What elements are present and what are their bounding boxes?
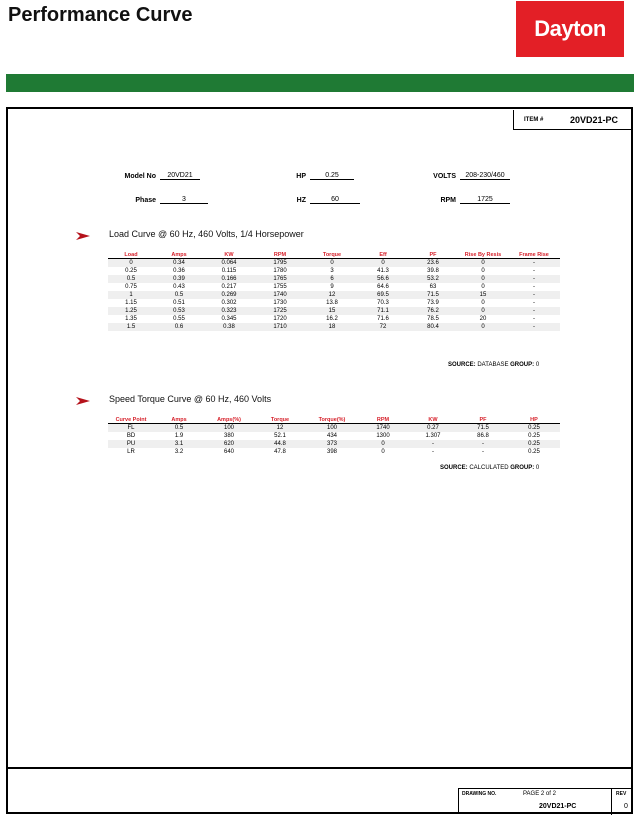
table-cell: 0.25 xyxy=(508,440,560,448)
table-cell: 1730 xyxy=(273,300,287,306)
table-header: Torque xyxy=(306,240,358,259)
table-cell: 63 xyxy=(429,284,437,290)
table-header: HP xyxy=(508,405,560,424)
page-title: Performance Curve xyxy=(8,4,193,26)
table-cell: 0 xyxy=(458,259,508,268)
table-cell: 1.9 xyxy=(174,433,184,439)
table-cell: 73.9 xyxy=(427,300,439,306)
table-cell: 0 xyxy=(458,307,508,315)
rev-value: 0 xyxy=(624,803,628,810)
rpm-field xyxy=(410,196,510,204)
table-cell: 380 xyxy=(223,433,234,439)
table-cell: 0 xyxy=(481,300,485,306)
table-cell: 44.8 xyxy=(254,440,306,448)
table-cell: 9 xyxy=(330,284,334,290)
table-cell: - xyxy=(508,275,560,283)
table-cell: 71.6 xyxy=(377,316,389,322)
model-label: Model No xyxy=(124,173,156,180)
item-box xyxy=(513,110,632,130)
table-cell: 71.5 xyxy=(458,424,508,433)
table-row xyxy=(108,267,560,275)
load-curve-title: Load Curve @ 60 Hz, 460 Volts, 1/4 Horsepower xyxy=(109,229,304,239)
table-row xyxy=(108,440,560,448)
table-header: RPM xyxy=(358,405,408,424)
table-header: Frame Rise xyxy=(508,240,560,259)
table-cell: 70.3 xyxy=(377,300,389,306)
hp-field xyxy=(270,172,354,180)
table-row xyxy=(108,291,560,299)
drawing-value: 20VD21-PC xyxy=(539,803,577,810)
table-cell: 72 xyxy=(358,323,408,331)
table-cell: 0.345 xyxy=(221,316,237,322)
page-indicator: PAGE 2 of 2 xyxy=(523,791,556,797)
table-cell: 1.25 xyxy=(108,307,154,315)
table-cell: 0.5 xyxy=(108,275,154,283)
table-cell: 0.25 xyxy=(508,424,560,433)
table-cell: - xyxy=(408,440,458,448)
table-cell: 0.166 xyxy=(204,275,254,283)
table-header: RPM xyxy=(254,240,306,259)
table-header: Amps(%) xyxy=(204,405,254,424)
table-cell: 100 xyxy=(204,424,254,433)
table-cell: 640 xyxy=(223,449,234,455)
green-divider-bar xyxy=(6,74,634,92)
logo-text: Dayton xyxy=(534,16,606,41)
table-cell: 86.8 xyxy=(477,433,489,439)
item-label: ITEM # xyxy=(524,116,544,123)
rev-divider xyxy=(611,789,612,815)
table-cell: 1.35 xyxy=(125,316,137,322)
source-label: SOURCE: xyxy=(448,362,476,368)
model-field xyxy=(104,172,200,180)
table-cell: 20 xyxy=(479,316,487,322)
table-cell: 0.38 xyxy=(204,323,254,331)
phase-value: 3 xyxy=(160,196,208,204)
table-cell: 100 xyxy=(306,424,358,433)
table-cell: 1710 xyxy=(254,323,306,331)
table-cell: 0.27 xyxy=(408,424,458,433)
rpm-value: 1725 xyxy=(460,196,510,204)
hz-value: 60 xyxy=(310,196,360,204)
table-cell: - xyxy=(508,259,560,268)
table-cell: 1780 xyxy=(273,268,287,274)
table-row xyxy=(108,432,560,440)
table-cell: 0.217 xyxy=(221,284,237,290)
table-cell: 18 xyxy=(306,323,358,331)
table-cell: 0.25 xyxy=(125,268,137,274)
hp-label: HP xyxy=(296,173,306,180)
st-table-header-row xyxy=(108,405,560,424)
table-cell: 0 xyxy=(358,440,408,448)
table-cell: 1755 xyxy=(273,284,287,290)
table-cell: 434 xyxy=(326,433,337,439)
st-source-line xyxy=(440,465,539,471)
table-header: Amps xyxy=(154,405,204,424)
table-cell: 1.15 xyxy=(125,300,137,306)
table-cell: - xyxy=(508,291,560,299)
table-cell: - xyxy=(482,449,484,455)
table-cell: 12 xyxy=(306,291,358,299)
table-cell: - xyxy=(508,323,560,331)
table-row xyxy=(108,299,560,307)
table-cell: 0.55 xyxy=(173,316,185,322)
table-cell: 0.269 xyxy=(204,291,254,299)
table-cell: 41.3 xyxy=(377,268,389,274)
table-cell: 47.8 xyxy=(274,449,286,455)
drawing-label: DRAWING NO. xyxy=(462,791,497,797)
table-cell: 3.1 xyxy=(154,440,204,448)
table-cell: 0.75 xyxy=(125,284,137,290)
table-cell: 0 xyxy=(458,275,508,283)
table-cell: 0 xyxy=(458,323,508,331)
rpm-label: RPM xyxy=(440,197,456,204)
section-arrow-icon xyxy=(76,397,90,405)
table-cell: 620 xyxy=(204,440,254,448)
table-cell: - xyxy=(432,449,434,455)
group-value: 0 xyxy=(535,465,540,471)
table-cell: 0.323 xyxy=(204,307,254,315)
table-cell: - xyxy=(533,316,535,322)
table-cell: 53.2 xyxy=(408,275,458,283)
table-cell: 0.36 xyxy=(173,268,185,274)
table-cell: FL xyxy=(108,424,154,433)
table-row xyxy=(108,448,560,456)
table-cell: 15 xyxy=(306,307,358,315)
table-row xyxy=(108,275,560,283)
hp-value: 0.25 xyxy=(310,172,354,180)
table-cell: 13.8 xyxy=(326,300,338,306)
table-header: Curve Point xyxy=(108,405,154,424)
item-value: 20VD21-PC xyxy=(570,114,619,125)
dayton-logo xyxy=(516,1,624,57)
load-source-line xyxy=(448,362,539,368)
table-row xyxy=(108,315,560,323)
table-cell: 0 xyxy=(306,259,358,268)
table-cell: 1725 xyxy=(254,307,306,315)
table-cell: 6 xyxy=(306,275,358,283)
document-frame xyxy=(6,107,633,814)
table-cell: 0.43 xyxy=(173,284,185,290)
group-label: GROUP: xyxy=(510,362,535,368)
table-header: Eff xyxy=(358,240,408,259)
table-cell: 16.2 xyxy=(326,316,338,322)
table-cell: 71.5 xyxy=(408,291,458,299)
volts-field xyxy=(410,172,510,180)
load-table-header-row xyxy=(108,240,560,259)
table-cell: PU xyxy=(108,440,154,448)
table-cell: 52.1 xyxy=(274,433,286,439)
table-cell: 1740 xyxy=(358,424,408,433)
source-value: DATABASE xyxy=(477,362,509,368)
table-header: PF xyxy=(408,240,458,259)
table-cell: 0 xyxy=(108,259,154,268)
table-cell: - xyxy=(458,440,508,448)
table-cell: 0 xyxy=(358,259,408,268)
table-header: KW xyxy=(408,405,458,424)
phase-label: Phase xyxy=(135,197,156,204)
table-cell: 1300 xyxy=(376,433,390,439)
table-cell: 1720 xyxy=(273,316,287,322)
table-cell: 0 xyxy=(481,284,485,290)
table-cell: LR xyxy=(127,449,135,455)
table-cell: 56.6 xyxy=(358,275,408,283)
table-cell: 64.6 xyxy=(377,284,389,290)
table-cell: 398 xyxy=(326,449,337,455)
table-cell: 0.25 xyxy=(528,433,540,439)
source-value: CALCULATED xyxy=(469,465,509,471)
table-cell: 78.5 xyxy=(427,316,439,322)
table-cell: 373 xyxy=(306,440,358,448)
table-cell: 80.4 xyxy=(408,323,458,331)
table-cell: 39.8 xyxy=(427,268,439,274)
table-cell: 23.6 xyxy=(408,259,458,268)
table-cell: 3 xyxy=(330,268,334,274)
table-row xyxy=(108,424,560,433)
table-cell: - xyxy=(533,268,535,274)
phase-field xyxy=(104,196,208,204)
table-cell: 0.6 xyxy=(154,323,204,331)
table-cell: BD xyxy=(126,433,136,439)
source-label: SOURCE: xyxy=(440,465,468,471)
table-cell: 1.5 xyxy=(108,323,154,331)
table-cell: 0.115 xyxy=(221,268,237,274)
table-cell: 0.064 xyxy=(204,259,254,268)
table-cell: 0 xyxy=(381,449,385,455)
table-cell: 15 xyxy=(458,291,508,299)
table-cell: 0 xyxy=(481,268,485,274)
table-cell: - xyxy=(533,300,535,306)
rev-label: REV xyxy=(616,791,627,797)
speed-torque-table xyxy=(108,405,560,456)
section-arrow-icon xyxy=(76,232,90,240)
table-cell: 0.53 xyxy=(154,307,204,315)
table-cell: 0.39 xyxy=(154,275,204,283)
table-cell: 12 xyxy=(254,424,306,433)
table-cell: 1.307 xyxy=(425,433,441,439)
table-cell: 0.5 xyxy=(154,424,204,433)
group-value: 0 xyxy=(535,362,540,368)
table-cell: 3.2 xyxy=(174,449,184,455)
table-header: KW xyxy=(204,240,254,259)
hz-field xyxy=(270,196,360,204)
footer-divider xyxy=(6,767,633,769)
load-curve-table xyxy=(108,240,560,331)
table-cell: 0.51 xyxy=(173,300,185,306)
speed-torque-title: Speed Torque Curve @ 60 Hz, 460 Volts xyxy=(109,394,272,404)
table-cell: 0.25 xyxy=(528,449,540,455)
table-header: PF xyxy=(458,405,508,424)
volts-value: 208-230/460 xyxy=(460,172,510,180)
table-row xyxy=(108,259,560,268)
table-header: Rise By Resis xyxy=(458,240,508,259)
table-cell: 69.5 xyxy=(358,291,408,299)
table-cell: 0.302 xyxy=(221,300,237,306)
model-value: 20VD21 xyxy=(160,172,200,180)
table-cell: 1 xyxy=(108,291,154,299)
table-header: Amps xyxy=(154,240,204,259)
table-cell: - xyxy=(508,307,560,315)
table-row xyxy=(108,307,560,315)
table-header: Load xyxy=(108,240,154,259)
volts-label: VOLTS xyxy=(433,173,456,180)
group-label: GROUP: xyxy=(510,465,535,471)
table-cell: 71.1 xyxy=(358,307,408,315)
table-cell: 1795 xyxy=(254,259,306,268)
table-cell: - xyxy=(533,284,535,290)
table-cell: 76.2 xyxy=(408,307,458,315)
table-cell: 0.5 xyxy=(154,291,204,299)
table-cell: 1765 xyxy=(254,275,306,283)
table-row xyxy=(108,323,560,331)
table-header: Torque xyxy=(254,405,306,424)
table-cell: 1740 xyxy=(254,291,306,299)
table-cell: 0.34 xyxy=(154,259,204,268)
table-row xyxy=(108,283,560,291)
table-header: Torque(%) xyxy=(306,405,358,424)
drawing-box xyxy=(458,788,633,814)
hz-label: HZ xyxy=(296,197,306,204)
